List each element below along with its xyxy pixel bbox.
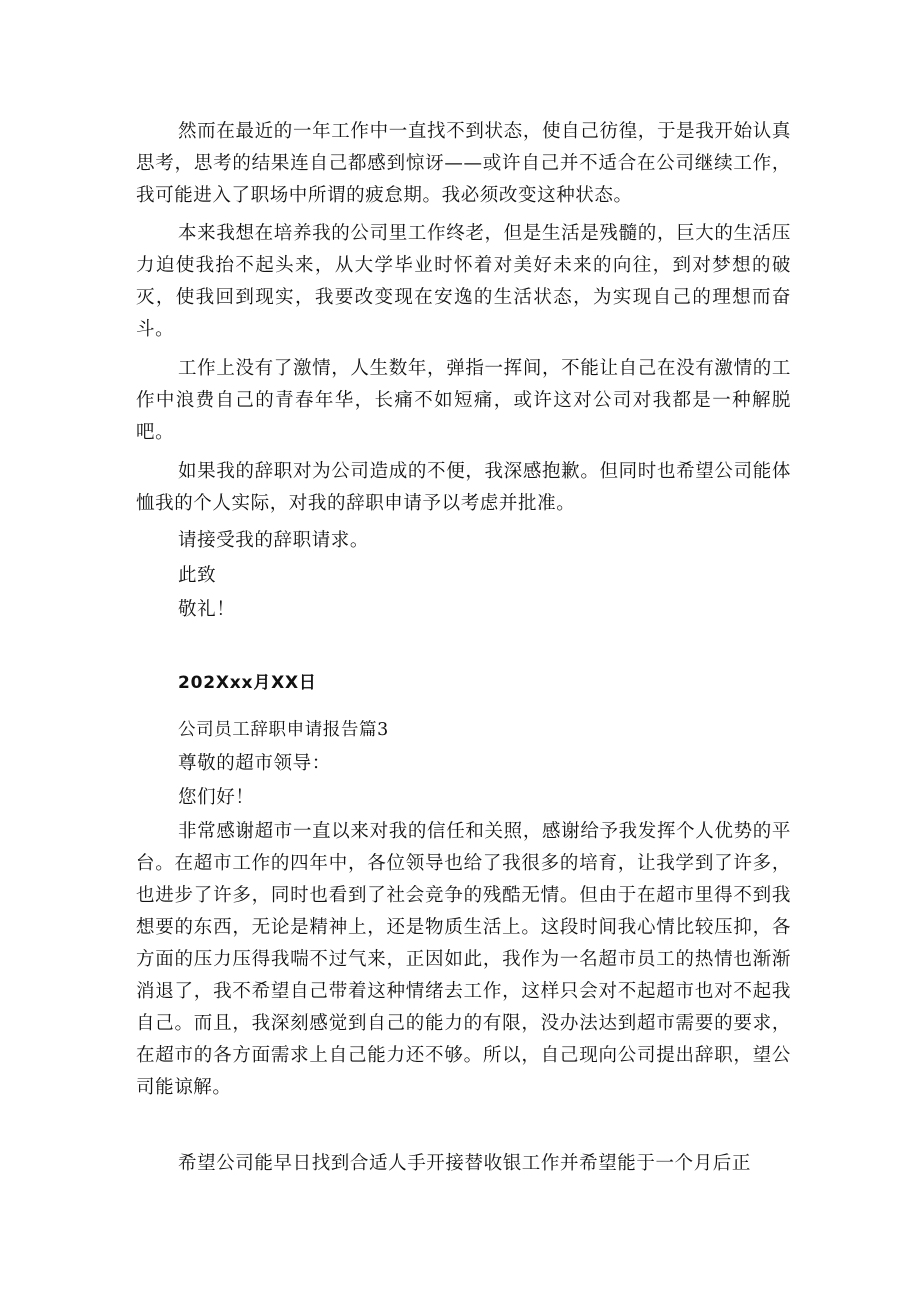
paragraph-4: 如果我的辞职对为公司造成的不便，我深感抱歉。但同时也希望公司能体恤我的个人实际，对我的辞职申请予以考虑并批准。 bbox=[136, 461, 791, 514]
paragraph-1: 然而在最近的一年工作中一直找不到状态，使自己彷徨，于是我开始认真思考，思考的结果连自己都感到惊讶——或许自己并不适合在公司继续工作，我可能进入了职场中所谓的疲怠期。我必须改变这种状态。 bbox=[136, 121, 791, 206]
salutation: 尊敬的超市领导： bbox=[178, 753, 331, 774]
closing-line-1: 此致 bbox=[178, 565, 217, 586]
section-title: 公司员工辞职申请报告篇3 bbox=[178, 720, 389, 740]
closing-line-2: 敬礼！ bbox=[178, 599, 236, 620]
greeting: 您们好！ bbox=[178, 787, 255, 808]
paragraph-3: 工作上没有了激情，人生数年，弹指一挥间，不能让自己在没有激情的工作中浪费自己的青春年华，长痛不如短痛，或许这对公司对我都是一种解脱吧。 bbox=[136, 358, 791, 443]
request-line: 请接受我的辞职请求。 bbox=[178, 530, 370, 551]
date-line: 202Xxx月XX日 bbox=[178, 673, 317, 693]
paragraph-2: 本来我想在培养我的公司里工作终老，但是生活是残髓的，巨大的生活压力迫使我抬不起头来，从大学毕业时怀着对美好未来的向往，到对梦想的破灭，使我回到现实，我要改变现在安逸的生活状态，为实现自己的理想而奋斗。 bbox=[136, 223, 791, 340]
paragraph-last: 希望公司能早日找到合适人手开接替收银工作并希望能于一个月后正 bbox=[178, 1153, 752, 1174]
paragraph-main: 非常感谢超市一直以来对我的信任和关照，感谢给予我发挥个人优势的平台。在超市工作的四年中，各位领导也给了我很多的培育，让我学到了许多，也进步了许多，同时也看到了社会竞争的残酷无情。但由于在超市里得不到我想要的东西，无论是精神上，还是物质生活上。这段时间我心情比较压抑，各方面的压力压得我喘不过气来，正因如此，我作为一名超市员工的热情也渐渐消退了，我不希望自己带着这种情绪去工作，这样只会对不起超市也对不起我自己。而且，我深刻感觉到自己的能力的有限，没办法达到超市需要的要求，在超市的各方面需求上自己能力还不够。所以，自己现向公司提出辞职，望公司能谅解。 bbox=[136, 821, 791, 1098]
